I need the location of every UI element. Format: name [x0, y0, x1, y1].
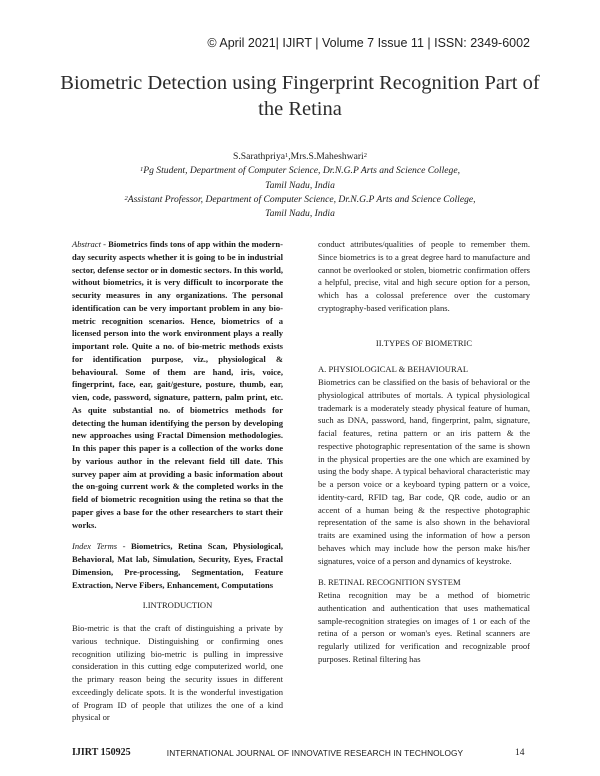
right-column	[318, 238, 530, 666]
affiliation-2-line-2: Tamil Nadu, India	[265, 208, 335, 220]
author-2: Mrs.S.Maheshwari	[290, 151, 364, 162]
affiliation-1	[0, 164, 600, 178]
author-separator: ,	[288, 151, 291, 162]
affiliation-2-line-1: Assistant Professor, Department of Computer Science, Dr.N.G.P Arts and Science College,	[127, 193, 476, 205]
affiliation-1-line-2: Tamil Nadu, India	[265, 179, 335, 191]
affiliation-2-sup: 2	[124, 194, 128, 202]
paper-title: Biometric Detection using Fingerprint Recognition Part of the Retina	[60, 72, 540, 120]
author-1-sup: 1	[285, 152, 289, 159]
affiliation-1-sup: 1	[140, 166, 144, 174]
introduction-text: Bio-metric is that the craft of distinguishing a private by various technique. Distinguishing or confirming ones recognition utilizing bio-metric is pulling in impressive consideration in this cutting edge computerized world, one the primary reason being the security issues in different exceedingly delicate spots. It is the wonderful investigation of Program ID of people that utilizes the one of a kind physical or	[72, 623, 283, 723]
introduction-continued: conduct attributes/qualities of people to remember them. Since biometrics is to a great degree hard to manufacture and cannot be overlooked or stolen, biometric confirmation offers a helpful, precise, vital and high secure option for a person, which has a colossal preference over the customary cryptography-based verification plans.	[318, 239, 530, 313]
author-names	[0, 150, 600, 164]
footer-journal-id: IJIRT 150925	[72, 747, 131, 758]
subsection-a-heading: A. PHYSIOLOGICAL & BEHAVIOURAL	[318, 364, 469, 375]
abstract	[72, 238, 283, 531]
footer-page-number: 14	[515, 748, 525, 758]
header-citation: © April 2021| IJIRT | Volume 7 Issue 11 | ISSN: 2349-6002	[207, 36, 530, 50]
index-terms-label: Index Terms -	[72, 541, 131, 552]
introduction-heading: I.INTRODUCTION	[142, 600, 213, 611]
affiliation-2	[0, 193, 600, 207]
abstract-label: Abstract -	[72, 239, 109, 249]
abstract-text: Biometrics finds tons of app within the modern-day security aspects whether it is going to be in industrial sector, defense sector or in domestic sectors. In this world, without biometrics, it is very difficult to incorporate the security measures in any organizations. The personal identification can be very important problem in any bio-metric recognition scenarios. Hence, biometrics of a licensed person into the work environment plays a really important role. Quite a no. of bio-metric methods exists for identification purpose, viz., physiological & behavioural. Some of them are hand, iris, voice, fingerprint, face, ear, gait/gesture, posture, thumb, ear, vien, code, password, signature, pattern, palm print, etc. As quite substantial no. of biometrics methods for detecting the human identifying the person by developing new approaches using Fractal Dimension methodologies. In this paper this paper is a collection of the works done by various author in the relevant field till date. This survey paper aim at providing a basic information about the on-going current work & the completed works in the field of biometric recognition using the retina so that the paper gives a base for the other researchers to start their works.	[72, 239, 283, 530]
subsection-b-text: Retina recognition may be a method of biometric authentication and authentication that uses mathematical sample-recognition strategies on images of 1 or each of the retina of a person or woman's eyes. Retinal scanners are regularly utilized for verification and recognizable proof purposes. Retinal filtering has	[318, 590, 530, 664]
left-column	[72, 238, 283, 724]
index-terms	[72, 540, 283, 591]
author-2-sup: 2	[363, 152, 367, 159]
affiliation-1-line-1: Pg Student, Department of Computer Science, Dr.N.G.P Arts and Science College,	[143, 165, 460, 177]
footer-journal-name: INTERNATIONAL JOURNAL OF INNOVATIVE RESEARCH IN TECHNOLOGY	[166, 748, 464, 758]
author-block	[0, 150, 600, 221]
index-terms-text: Biometrics, Retina Scan, Physiological, Behavioral, Mat lab, Simulation, Security, Eyes, Fractal Dimension, Pre-processing, Segmentation, Feature Extraction, Nerve Fibers, Enhancement, Computations	[72, 541, 284, 590]
subsection-a-text: Biometrics can be classified on the basis of behavioral or the physiological attributes of mortals. A typical physiological trademark is a moderately steady physical feature of human, such as DNA, password, hand, fingerprint, palm, signature, facial features, retina pattern or an iris pattern & the respective photographic representation of the same is shown in the physical properties are the one which are examined by using the body shape. A typical behavioral characteristic may be a person voice or a keyboard typing pattern or a voice, identity-card, RFID tag, Bar code, QR code, audio or an accent of a human being & the respective photographic representation of the same is also shown in the behavioral traits are examined using the information of how a person behaves which may include how the person make his/her signatures, voice of a person and dynamics of keystroke.	[318, 377, 530, 566]
types-heading: II.TYPES OF BIOMETRIC	[375, 337, 473, 348]
subsection-b-heading: B. RETINAL RECOGNITION SYSTEM	[318, 577, 461, 588]
author-1: S.Sarathpriya	[233, 151, 286, 162]
